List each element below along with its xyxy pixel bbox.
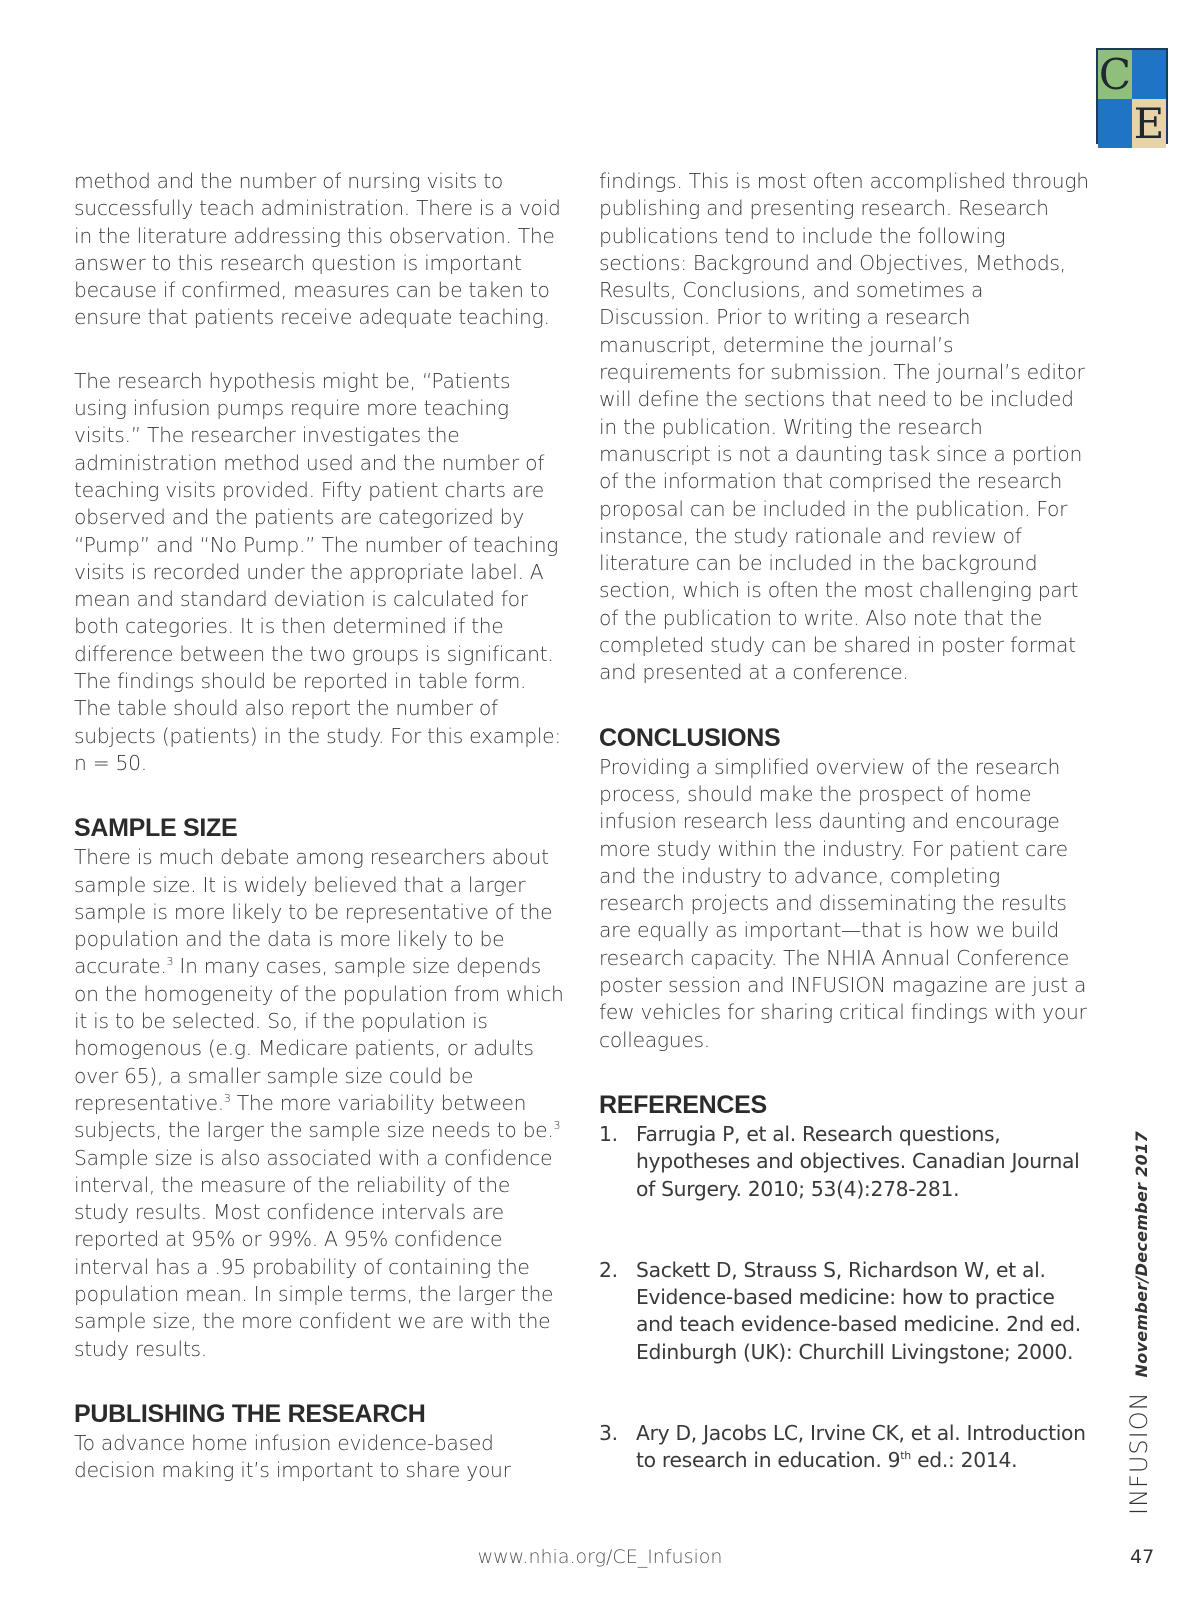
ce-logo-e: E <box>1133 99 1165 148</box>
magazine-sidebar <box>1125 1131 1153 1515</box>
reference-item: 2. Sackett D, Strauss S, Richardson W, et al. Evidence-based medicine: how to practice and teach evidence-based medicine. 2nd ed. Edinburgh (UK): Churchill Livingstone; 2000. <box>599 1257 1081 1364</box>
magazine-name: INFUSION <box>1125 1391 1153 1515</box>
page-number: 47 <box>1130 1546 1155 1568</box>
sample-size-paragraph: There is much debate among researchers about sample size. It is widely believed that a larger sample is more likely to be representative of the population and the data is more likely to be accurate.$^3$ In many cases, sample size depends on the homogeneity of the population from which it is to be selected. So, if the population is homogenous (e.g. Medicare patients, or adults over 65), a smaller sample size could be representative.$^3$ The more variability between subjects, the larger the sample size needs to be.$^3$ Sample size is also associated with a confidence interval, the measure of the reliability of the study results. Most confidence intervals are reported at 95% or 99%. A 95% confidence interval has a .95 probability of containing the population mean. In simple terms, the larger the sample size, the more confident we are with the study results. <box>74 845 564 1361</box>
reference-item: 1. Farrugia P, et al. Research questions, hypotheses and objectives. Canadian Journal of Surgery. 2010; 53(4):278-281. <box>599 1121 1080 1201</box>
conclusions-heading: CONCLUSIONS <box>599 723 781 752</box>
footer-url: www.nhia.org/CE_Infusion <box>477 1546 723 1568</box>
references-list <box>599 1121 1091 1475</box>
intro-paragraph: method and the number of nursing visits to successfully teach administration. There is a void in the literature addressing this observation. The answer to this research question is important because if confirmed, measures can be taken to ensure that patients receive adequate teaching. <box>74 169 561 330</box>
conclusions-paragraph: Providing a simplified overview of the research process, should make the prospect of home infusion research less daunting and encourage more study within the industry. For patient care and the industry to advance, completing research projects and disseminating the results are equally as important—that is how we build research capacity. The NHIA Annual Conference poster session and INFUSION magazine are just a few vehicles for sharing critical findings with your colleagues. <box>599 754 1087 1052</box>
issue-date: November/December 2017 <box>1132 1131 1151 1378</box>
ce-logo-blue-bottom <box>1098 99 1132 148</box>
ce-logo <box>1096 48 1168 148</box>
ce-logo-c: C <box>1098 50 1132 99</box>
hypothesis-paragraph: The research hypothesis might be, “Patients using infusion pumps require more teaching visits.” The researcher investigates the administration method used and the number of teaching visits provided. Fifty patient charts are observed and the patients are categorized by “Pump” and “No Pump.” The number of teaching visits is recorded under the appropriate label. A mean and standard deviation is calculated for both categories. It is then determined if the difference between the two groups is significant. The findings should be reported in table form. The table should also report the number of subjects (patients) in the study. For this example: n = 50. <box>74 368 561 775</box>
right-column <box>599 168 1091 1475</box>
publishing-continued-paragraph: findings. This is most often accomplished through publishing and presenting research. Research publications tend to include the following sections: Background and Objectives, Methods, Results, Conclusions, and sometimes a Discussion. Prior to writing a research manuscript, determine the journal’s requirements for submission. The journal’s editor will define the sections that need to be included in the publication. Writing the research manuscript is not a daunting task since a portion of the information that comprised the research proposal can be included in the publication. For instance, the study rationale and review of literature can be included in the background section, which is often the most challenging part of the publication to write. Also note that the completed study can be shared in poster format and presented at a conference. <box>599 169 1089 685</box>
left-column <box>74 168 566 1484</box>
sample-size-heading: SAMPLE SIZE <box>74 814 238 843</box>
reference-item: 3. Ary D, Jacobs LC, Irvine CK, et al. Introduction to research in education. 9th ed.: 2014. <box>599 1420 1086 1473</box>
publishing-paragraph: To advance home infusion evidence-based decision making it’s important to share your <box>74 1430 511 1483</box>
references-heading: REFERENCES <box>599 1090 767 1119</box>
ce-logo-blue-top <box>1132 50 1166 99</box>
publishing-heading: PUBLISHING THE RESEARCH <box>74 1399 426 1428</box>
